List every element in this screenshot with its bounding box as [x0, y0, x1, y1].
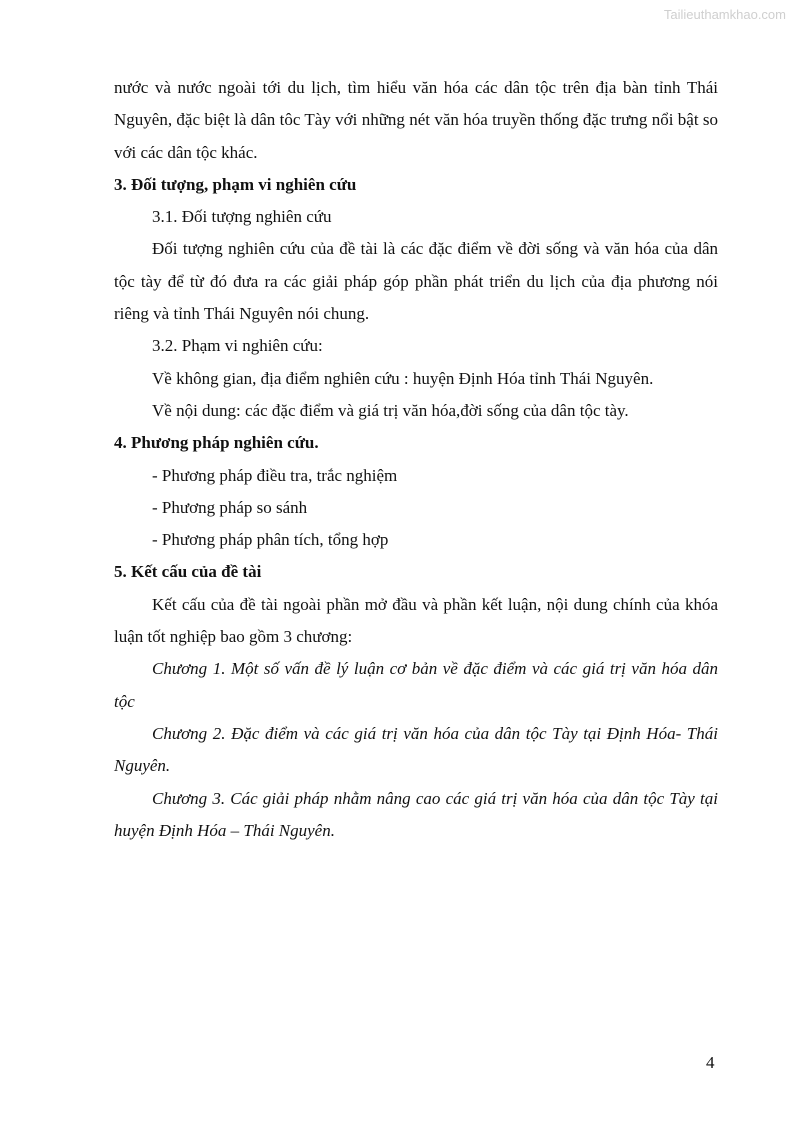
- page-number: 4: [706, 1053, 715, 1072]
- section-4-heading: 4. Phương pháp nghiên cứu.: [114, 433, 319, 453]
- scope-space-line: Về không gian, địa điểm nghiên cứu : huyện Định Hóa tỉnh Thái Nguyên.: [152, 368, 654, 388]
- document-body: [114, 72, 718, 847]
- section-3-heading: 3. Đối tượng, phạm vi nghiên cứu: [114, 174, 357, 194]
- watermark: Tailieuthamkhao.com: [663, 7, 786, 22]
- chapter-1-line: Chương 1. Một số vấn đề lý luận cơ bản về đặc điểm và các giá trị văn hóa dân tộc: [114, 659, 718, 711]
- chapter-2-line: Chương 2. Đặc điểm và các giá trị văn hóa của dân tộc Tày tại Định Hóa- Thái Nguyên.: [114, 723, 718, 776]
- section-5-heading: 5. Kết cấu của đề tài: [114, 562, 262, 582]
- method-item: - Phương pháp phân tích, tổng hợp: [152, 530, 389, 550]
- subsection-3-2-heading: 3.2. Phạm vi nghiên cứu:: [152, 336, 323, 356]
- method-item: - Phương pháp so sánh: [152, 497, 308, 517]
- intro-paragraph: nước và nước ngoài tới du lịch, tìm hiểu văn hóa các dân tộc trên địa bàn tỉnh Thái Nguyên, đặc biệt là dân tôc Tày với những nét văn hóa truyền thống đặc trưng nổi bật so với các dân tộc khác.: [114, 78, 718, 162]
- subsection-3-1-paragraph: Đối tượng nghiên cứu của đề tài là các đặc điểm về đời sống và văn hóa của dân tộc tày để từ đó đưa ra các giải pháp góp phần phát triển du lịch của địa phương nói riêng và tỉnh Thái Nguyên nói chung.: [114, 239, 718, 324]
- scope-content-line: Về nội dung: các đặc điểm và giá trị văn hóa,đời sống của dân tộc tày.: [152, 400, 629, 420]
- structure-paragraph: Kết cấu của đề tài ngoài phần mở đầu và phần kết luận, nội dung chính của khóa luận tốt nghiệp bao gồm 3 chương:: [114, 594, 718, 647]
- method-item: - Phương pháp điều tra, trắc nghiệm: [152, 465, 398, 485]
- subsection-3-1-heading: 3.1. Đối tượng nghiên cứu: [152, 207, 332, 227]
- chapter-3-line: Chương 3. Các giải pháp nhằm nâng cao các giá trị văn hóa của dân tộc Tày tại huyện Định Hóa – Thái Nguyên.: [114, 788, 718, 840]
